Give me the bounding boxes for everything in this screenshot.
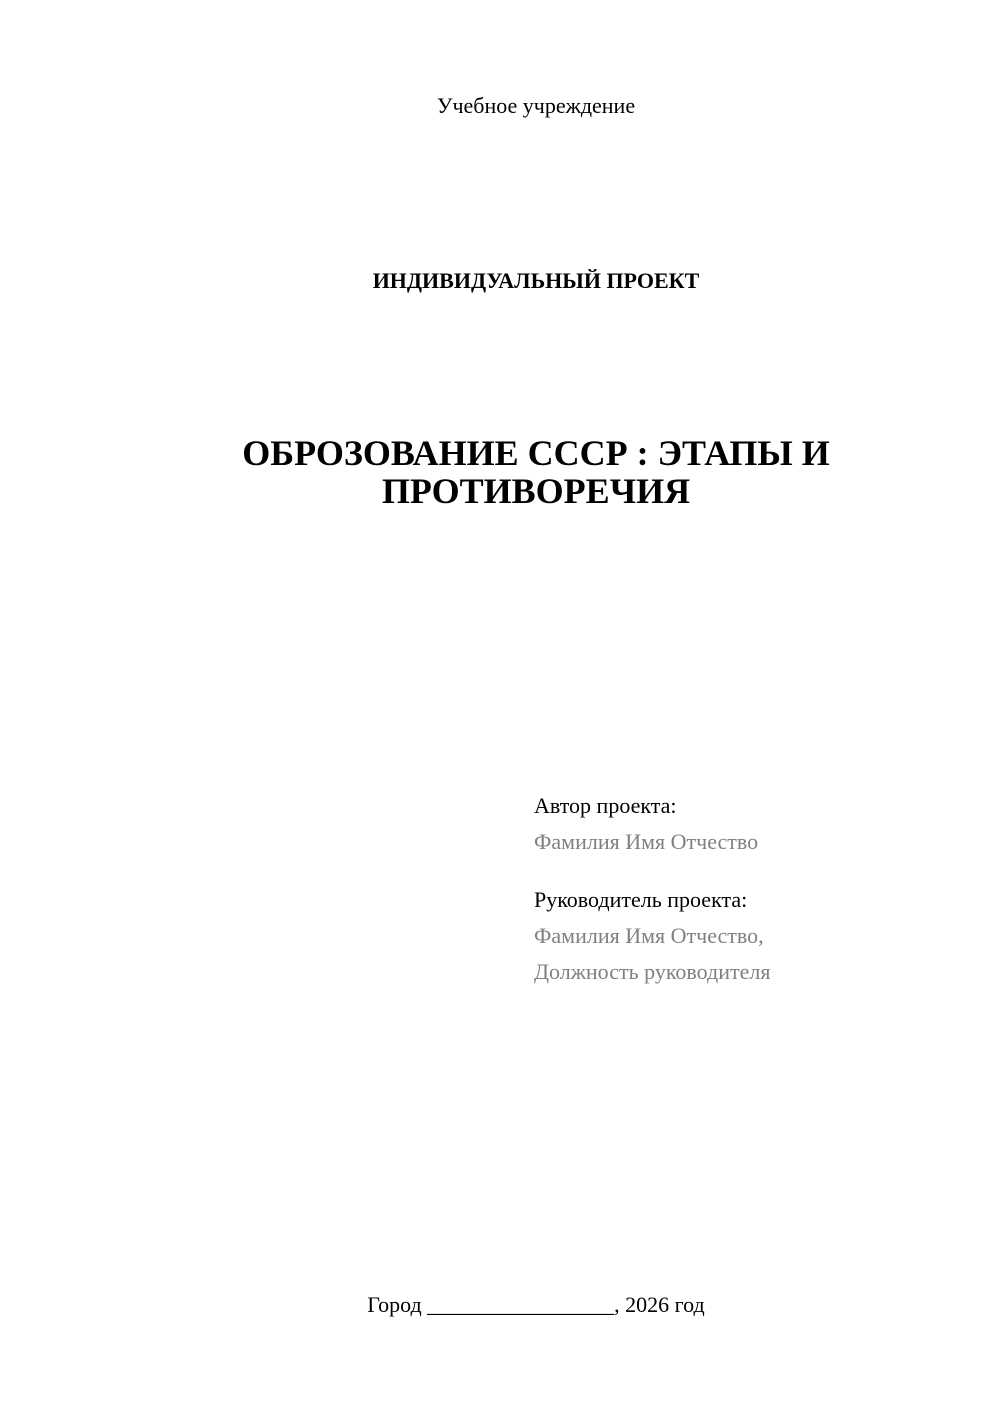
document-type: ИНДИВИДУАЛЬНЫЙ ПРОЕКТ: [372, 268, 700, 293]
supervisor-position: Должность руководителя: [534, 959, 771, 984]
supervisor-label: Руководитель проекта:: [534, 887, 748, 912]
author-name: Фамилия Имя Отчество: [534, 829, 759, 854]
info-spacer: [534, 860, 974, 882]
document-title-line-2: ПРОТИВОРЕЧИЯ: [381, 471, 691, 511]
document-title: [180, 434, 892, 510]
author-label: Автор проекта:: [534, 793, 677, 818]
document-title-line-1: ОБРОЗОВАНИЕ СССР : ЭТАПЫ И: [242, 433, 830, 473]
institution-name: Учебное учреждение: [436, 93, 636, 118]
city-year-line: Город _________________, 2026 год: [367, 1292, 705, 1317]
supervisor-name: Фамилия Имя Отчество,: [534, 923, 764, 948]
project-info: [534, 788, 974, 990]
